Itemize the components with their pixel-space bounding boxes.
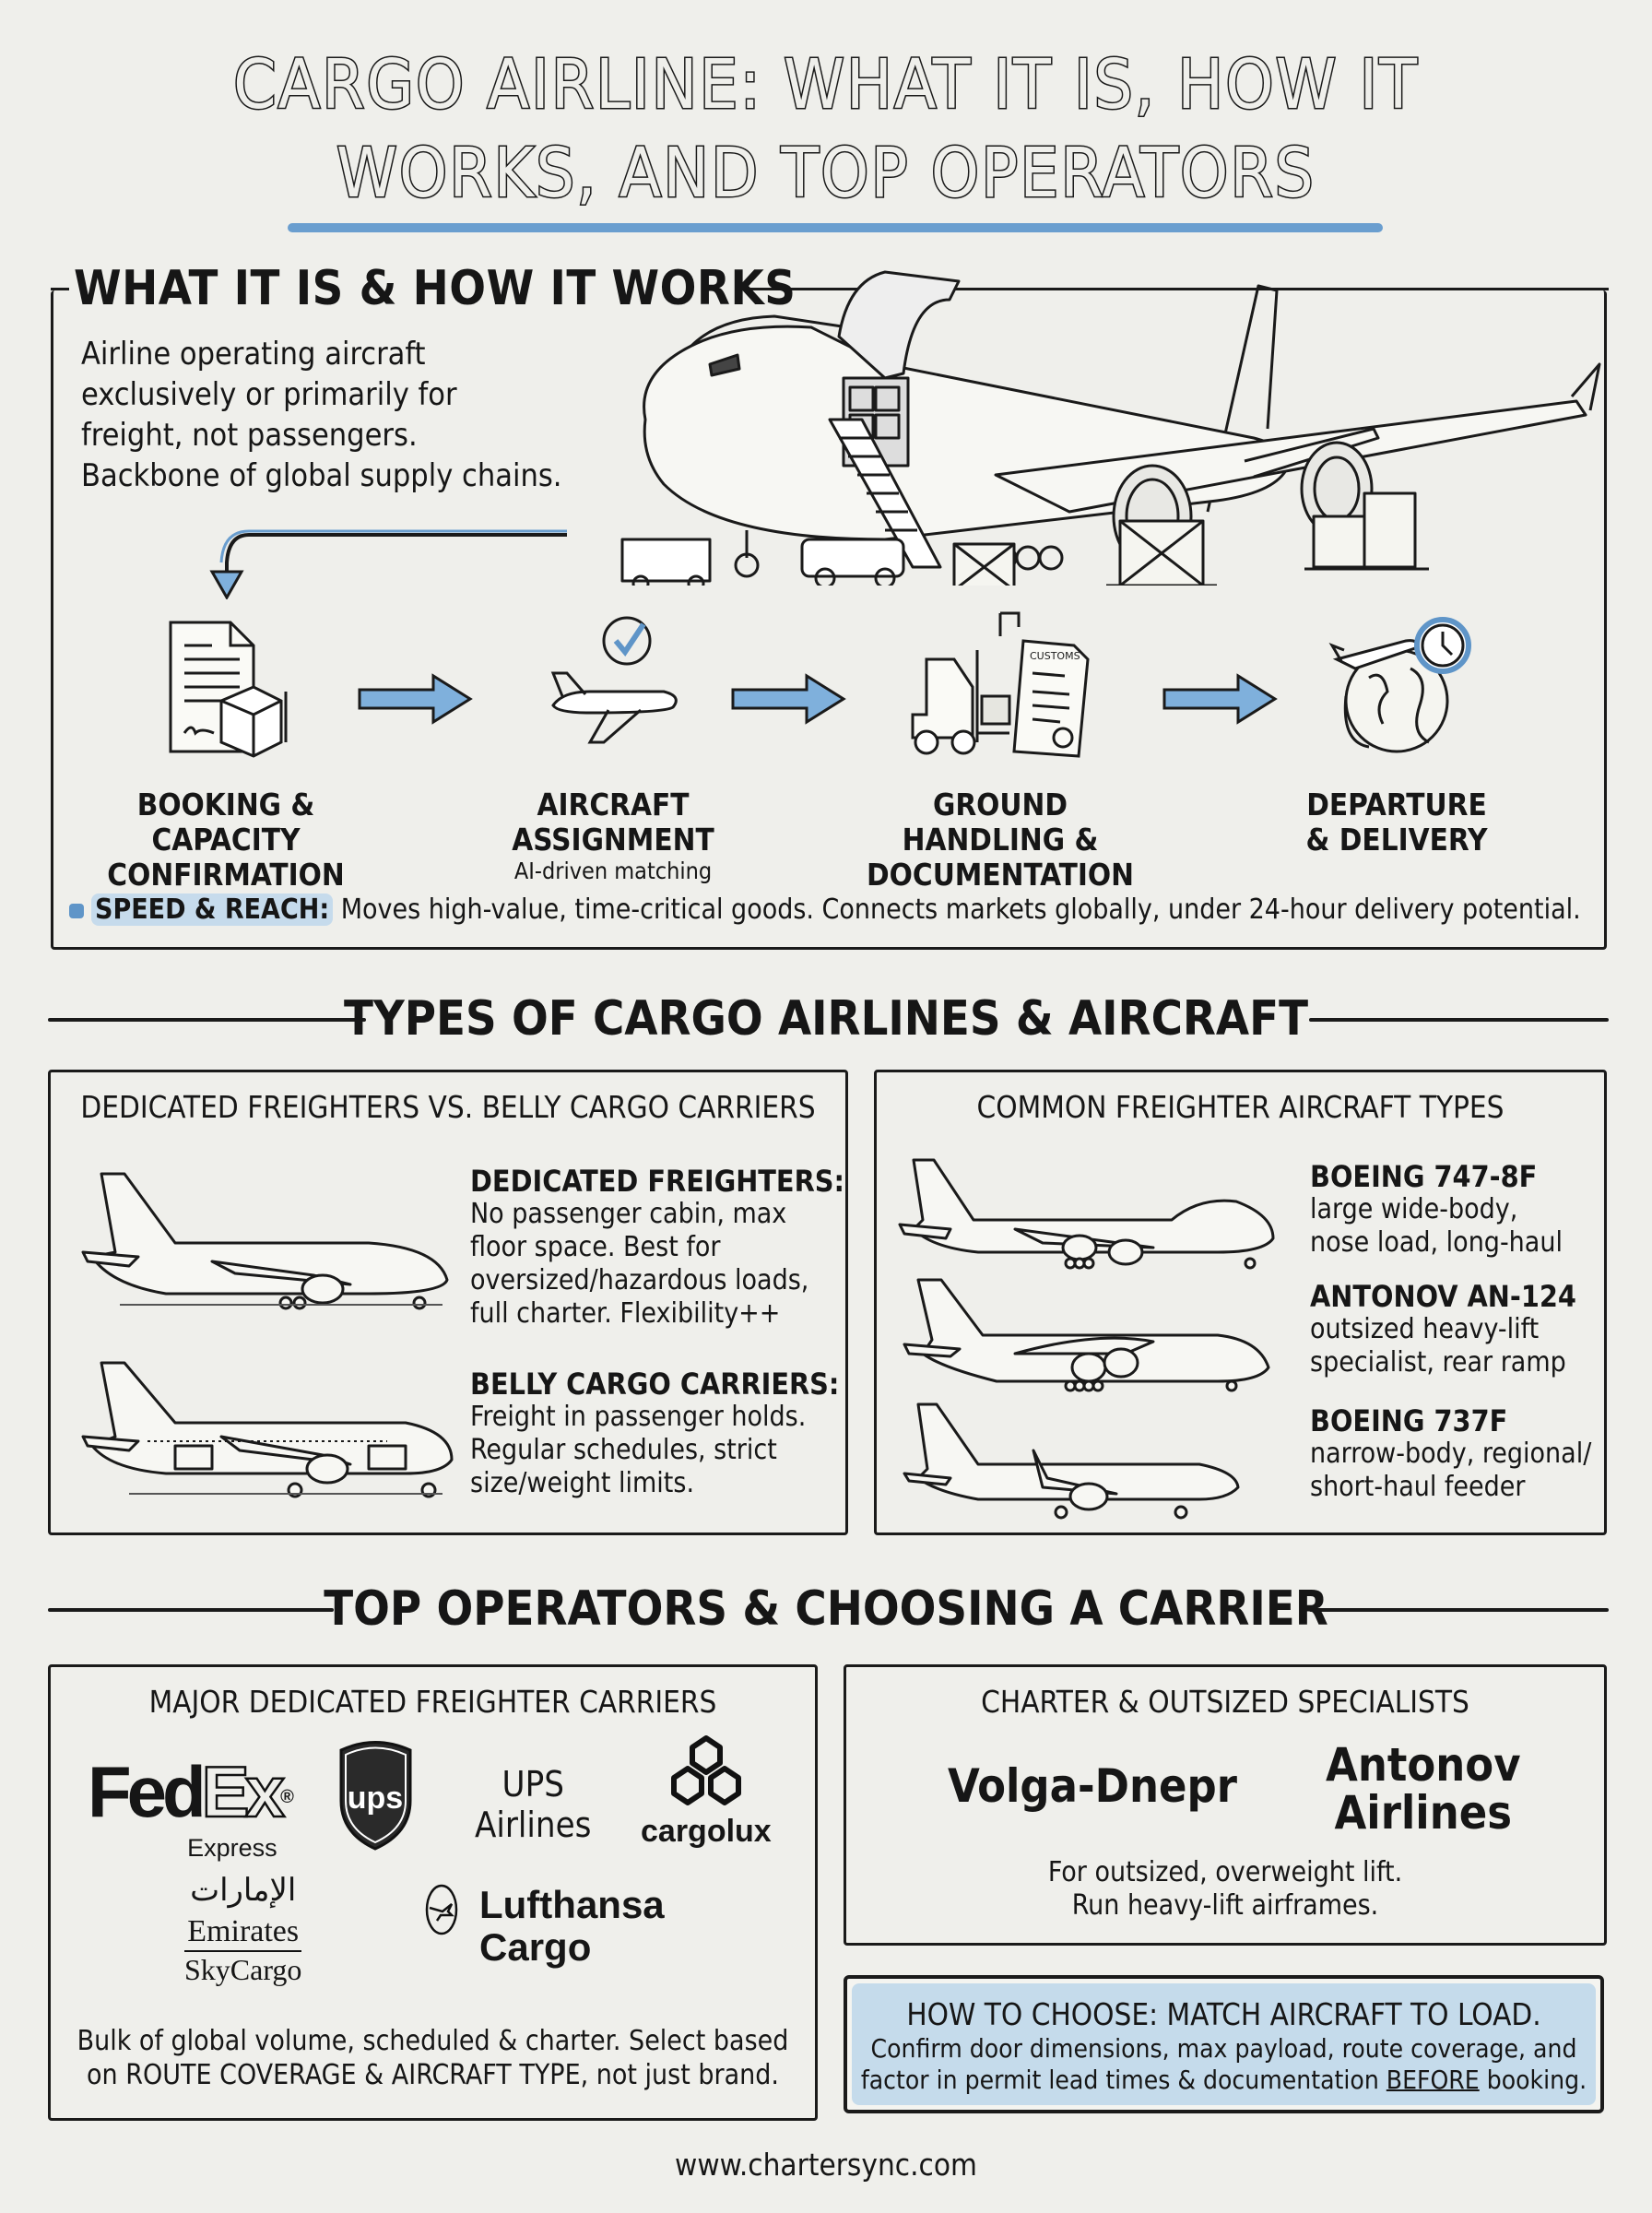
lufthansa-cargo-logo: Lufthansa Cargo	[424, 1884, 665, 1969]
step-departure-delivery: DEPARTURE & DELIVERY	[1249, 604, 1544, 858]
antonov-airlines-name: Antonov Airlines	[1326, 1738, 1521, 1840]
major-carriers-panel: MAJOR DEDICATED FREIGHTER CARRIERS FedEx® Express ups UPS Airlines cargolux الإمارات Emirates SkyCargo Lufthansa Cargo Bulk of global volume, scheduled & charter. Select based on ROUTE COVERAGE & AIRCRAFT TYPE, not just brand.	[48, 1664, 818, 2121]
svg-text:ups: ups	[347, 1781, 404, 1816]
title-underline	[288, 223, 1383, 232]
volga-dnepr-name: Volga-Dnepr	[948, 1759, 1237, 1813]
bullet-icon	[69, 904, 84, 918]
major-carriers-note: Bulk of global volume, scheduled & charter. Select based on ROUTE COVERAGE & AIRCRAFT TYPE, not just brand.	[77, 2025, 789, 2091]
charter-specialists-panel: CHARTER & OUTSIZED SPECIALISTS Volga-Dnepr Antonov Airlines For outsized, overweight lift. Run heavy-lift airframes.	[844, 1664, 1607, 1946]
cargolux-cubes-icon	[665, 1734, 748, 1812]
boeing-737f-plane-icon	[895, 1400, 1245, 1520]
boeing-747-8f-plane-icon	[895, 1151, 1282, 1271]
charter-note: For outsized, overweight lift. Run heavy-lift airframes.	[1047, 1856, 1403, 1922]
flow-arrow-icon	[728, 671, 848, 727]
antonov-an-124-plane-icon	[895, 1275, 1282, 1395]
freighters-vs-belly-panel: DEDICATED FREIGHTERS VS. BELLY CARGO CARRIERS DEDICATED FREIGHTERS: No passenger cabin, max floor space. Best for oversized/hazardous loads, full charter. Flexibility++ BELLY CARGO CARRIERS: Freight in passenger holds. Regular schedules, strict size/weight limits.	[48, 1070, 848, 1535]
cargolux-logo: cargolux	[641, 1734, 772, 1850]
emirates-skycargo-logo: الإمارات Emirates SkyCargo	[184, 1872, 302, 1986]
lufthansa-crane-icon	[424, 1884, 459, 1935]
ups-shield-logo	[336, 1736, 415, 1852]
cargo-plane-loading-illustration	[608, 263, 1604, 586]
forklift-customs-icon	[899, 604, 1102, 761]
booking-document-box-icon	[148, 604, 304, 761]
intro-text: Airline operating aircraft exclusively or primarily for freight, not passengers. Backbone of global supply chains.	[81, 336, 562, 494]
belly-cargo-plane-icon	[74, 1354, 461, 1501]
fedex-express-logo: FedEx® Express	[88, 1751, 294, 1862]
page-title: CARGO AIRLINE: WHAT IT IS, HOW IT WORKS, AND TOP OPERATORS	[233, 45, 1419, 213]
freighter-aircraft-types-panel: COMMON FREIGHTER AIRCRAFT TYPES BOEING 747-8F large wide-body, nose load, long-haul ANTONOV AN-124 outsized heavy-lift specialist, rear ramp BOEING 737F narrow-body, regional/ short-haul feeder	[874, 1070, 1607, 1535]
footer-url[interactable]: www.chartersync.com	[675, 2147, 977, 2183]
airplane-checkmark-icon	[535, 604, 691, 761]
curved-arrow-icon	[203, 526, 572, 599]
section-heading: TYPES OF CARGO AIRLINES & AIRCRAFT	[343, 991, 1309, 1047]
speed-reach-callout: SPEED & REACH: Moves high-value, time-critical goods. Connects markets globally, under 24-hour delivery potential.	[69, 890, 1581, 930]
ups-airlines-logo: UPS Airlines	[475, 1764, 592, 1845]
step-booking: BOOKING & CAPACITY CONFIRMATION	[78, 604, 373, 893]
section-heading: TOP OPERATORS & CHOOSING A CARRIER	[324, 1581, 1328, 1637]
dedicated-freighter-plane-icon	[74, 1165, 461, 1312]
svg-text:CUSTOMS: CUSTOMS	[1030, 650, 1080, 662]
step-aircraft-assignment: AIRCRAFT ASSIGNMENT AI-driven matching	[466, 604, 761, 885]
step-ground-handling: CUSTOMS GROUND HANDLING & DOCUMENTATION	[853, 604, 1148, 893]
globe-plane-clock-icon	[1318, 604, 1475, 761]
how-to-choose-callout: HOW TO CHOOSE: MATCH AIRCRAFT TO LOAD. Confirm door dimensions, max payload, route coverage, and factor in permit lead times & documentation BEFORE booking.	[844, 1975, 1604, 2113]
section-border-segment	[51, 288, 69, 290]
flow-arrow-icon	[355, 671, 475, 727]
section-heading: WHAT IT IS & HOW IT WORKS	[74, 261, 796, 316]
